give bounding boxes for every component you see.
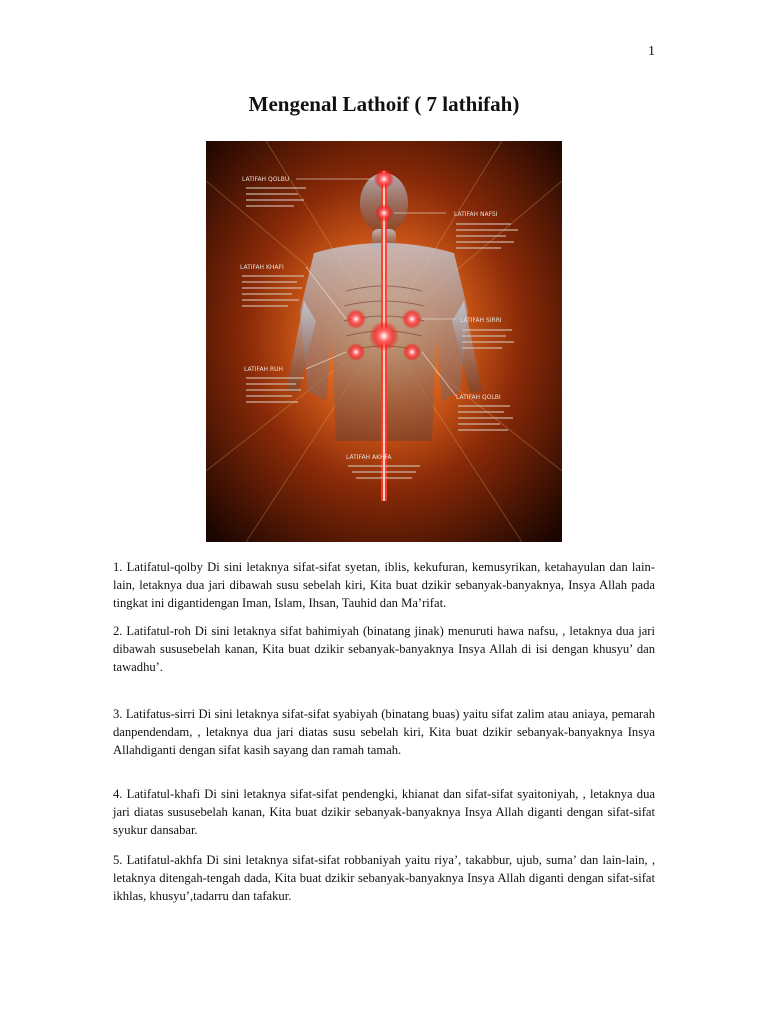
label-khafi: LATIFAH KHAFI [240,264,284,271]
point-ruh [347,343,365,361]
point-crown [374,169,394,189]
lathoif-body-illustration [206,141,562,542]
paragraph-latifatus-sirri: 3. Latifatus-sirri Di sini letaknya sifat-sifat syabiyah (binatang buas) yaitu sifat zalim atau aniaya, pemarah danpendendam, , letaknya dua jari diatas susu sebelah kiri, Kita buat dzikir sebanyak-banyaknya Insya Allahdiganti dengan sifat kasih sayang dan ramah tamah. [113,707,655,757]
paragraph-latifatul-khafi: 4. Latifatul-khafi Di sini letaknya sifat-sifat pendengki, khianat dan sifat-sifat syaitoniyah, , letaknya dua jari diatas sususebelah kanan, Kita buat dzikir sebanyak-banyaknya Insya Allah diganti dengan sifat-sifat syukur dansabar. [113,787,655,837]
point-khafi [402,309,422,329]
label-sirri: LATIFAH SIRRI [460,317,502,324]
page-number: 1 [648,44,655,59]
point-akhfa [369,321,399,351]
point-sirri [346,309,366,329]
label-qolbu: LATIFAH QOLBU [242,176,290,183]
paragraph-latifatul-qolby: 1. Latifatul-qolby Di sini letaknya sifat-sifat syetan, iblis, kekufuran, kemusyrikan, ketahayulan dan lain-lain, letaknya dua jari dibawah susu sebelah kiri, Kita buat dzikir sebanyak-banyaknya, Insya Allah pada tingkat ini digantidengan Iman, Islam, Ihsan, Tauhid dan Ma’rifat. [113,560,655,610]
page-title: Mengenal Lathoif ( 7 lathifah) [248,92,520,116]
paragraph-latifatul-akhfa: 5. Latifatul-akhfa Di sini letaknya sifat-sifat robbaniyah yaitu riya’, takabbur, ujub, suma’ dan lain-lain, , letaknya ditengah-tengah dada, Kita buat dzikir sebanyak-banyaknya Insya Allah diganti dengan sifat-sifat ikhlas, khusyu’,tadarru dan tafakur. [113,853,655,903]
point-forehead [375,204,393,222]
label-nafsi: LATIFAH NAFSI [454,211,498,218]
label-ruh: LATIFAH RUH [244,366,284,373]
label-akhfa: LATIFAH AKHFA [346,454,392,461]
point-qolbi [403,343,421,361]
paragraph-latifatul-roh: 2. Latifatul-roh Di sini letaknya sifat bahimiyah (binatang jinak) menuruti hawa nafsu, , letaknya dua jari dibawah sususebelah kanan, Kita buat dzikir sebanyak-banyaknya Insya Allah di isi dengan khusyu’ dan tawadhu’. [113,624,655,674]
label-qolbi: LATIFAH QOLBI [456,394,501,401]
